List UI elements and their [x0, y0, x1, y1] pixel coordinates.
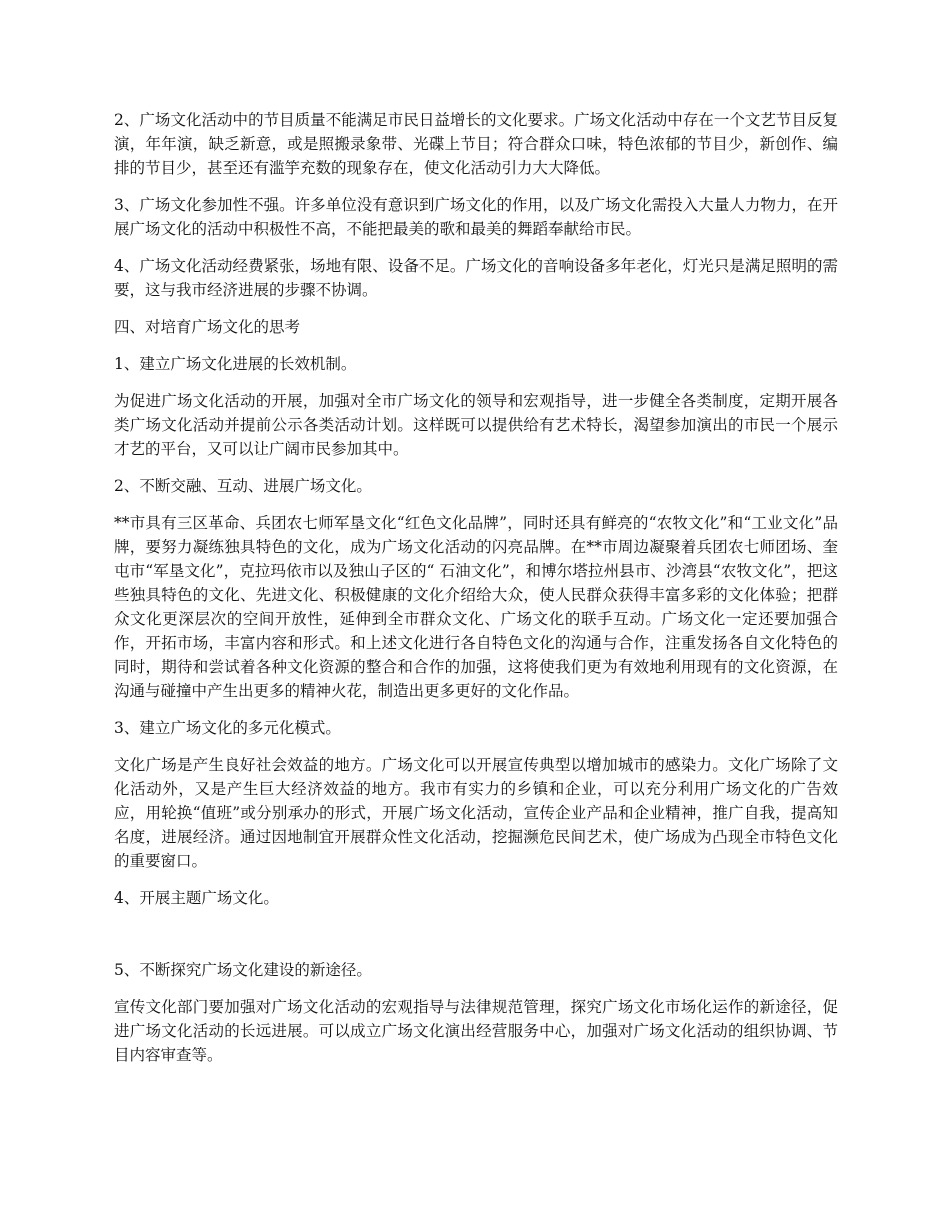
subheading-5: 5、不断探究广场文化建设的新途径。 — [114, 961, 372, 979]
subheading-3: 3、建立广场文化的多元化模式。 — [114, 719, 341, 737]
body-paragraph-2: **市具有三区革命、兵团农七师军垦文化“红色文化品牌”，同时还具有鲜亮的“农牧文化”和“工业文化”品牌，要努力凝练独具特色的文化，成为广场文化活动的闪亮品牌。在**市周边凝聚着兵团农七师团场、奎屯市“军垦文化”，克拉玛依市以及独山子区的“ 石油文化”，和博尔塔拉州县市、沙湾县“农牧文化”，把这些独具特色的文化、先进文化、积极健康的文化介绍给大众，使人民群众获得丰富多彩的文化体验；把群众文化更深层次的空间开放性，延伸到全市群众文化、广场文化的联手互动。广场文化一定还要加强合作，开拓市场，丰富内容和形式。和上述文化进行各自特色文化的沟通与合作，注重发扬各自文化特色的同时，期待和尝试着各种文化资源的整合和合作的加强，这将使我们更为有效地利用现有的文化资源，在沟通与碰撞中产生出更多的精神火花，制造出更多更好的文化作品。 — [114, 514, 838, 700]
section-heading-4: 四、对培育广场文化的思考 — [114, 318, 301, 336]
body-paragraph-5: 宣传文化部门要加强对广场文化活动的宏观指导与法律规范管理，探究广场文化市场化运作的新途径，促进广场文化活动的长远进展。可以成立广场文化演出经营服务中心，加强对广场文化活动的组织协调、节目内容审查等。 — [114, 998, 838, 1064]
subheading-2: 2、不断交融、互动、进展广场文化。 — [114, 477, 372, 495]
subheading-1: 1、建立广场文化进展的长效机制。 — [114, 355, 357, 373]
body-paragraph-1: 为促进广场文化活动的开展，加强对全市广场文化的领导和宏观指导，进一步健全各类制度，定期开展各类广场文化活动并提前公示各类活动计划。这样既可以提供给有艺术特长，渴望参加演出的市民一个展示才艺的平台，又可以让广阔市民参加其中。 — [114, 392, 838, 458]
subheading-4: 4、开展主题广场文化。 — [114, 889, 279, 907]
paragraph-item-3: 3、广场文化参加性不强。许多单位没有意识到广场文化的作用，以及广场文化需投入大量人力物力，在开展广场文化的活动中积极性不高，不能把最美的歌和最美的舞蹈奉献给市民。 — [114, 196, 838, 238]
paragraph-item-2: 2、广场文化活动中的节目质量不能满足市民日益增长的文化要求。广场文化活动中存在一个文艺节目反复演，年年演，缺乏新意，或是照搬录象带、光碟上节目；符合群众口味，特色浓郁的节目少，新创作、编排的节目少，甚至还有滥竽充数的现象存在，使文化活动引力大大降低。 — [114, 111, 838, 177]
paragraph-item-4: 4、广场文化活动经费紧张，场地有限、设备不足。广场文化的音响设备多年老化，灯光只是满足照明的需要，这与我市经济进展的步骤不协调。 — [114, 257, 838, 299]
body-paragraph-3: 文化广场是产生良好社会效益的地方。广场文化可以开展宣传典型以增加城市的感染力。文化广场除了文化活动外，又是产生巨大经济效益的地方。我市有实力的乡镇和企业，可以充分利用广场文化的广告效应，用轮换“值班”或分别承办的形式，开展广场文化活动，宣传企业产品和企业精神，推广自我，提高知名度，进展经济。通过因地制宜开展群众性文化活动，挖掘濒危民间艺术，使广场成为凸现全市特色文化的重要窗口。 — [114, 756, 838, 870]
